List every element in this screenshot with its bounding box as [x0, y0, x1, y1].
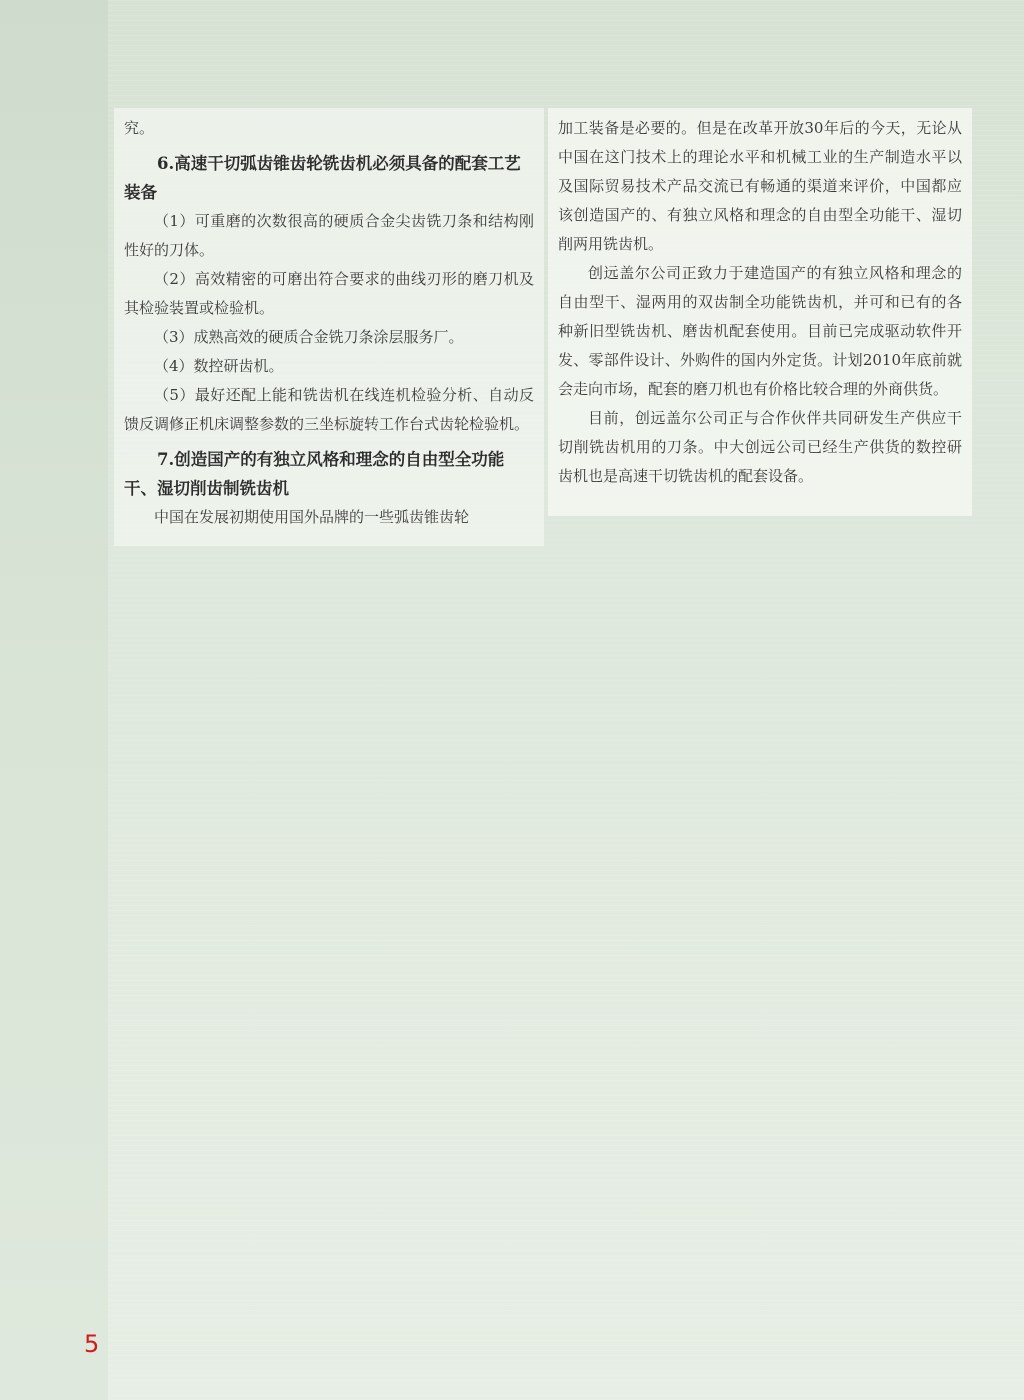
list-item: （3）成熟高效的硬质合金铣刀条涂层服务厂。 [154, 328, 464, 346]
paragraph: 中国在发展初期使用国外品牌的一些弧齿锥齿轮 [154, 508, 470, 526]
list-item: （1）可重磨的次数很高的硬质合金尖齿铣刀条和结构刚性好的刀体。 [124, 212, 534, 259]
page-edge-band [0, 0, 108, 1400]
paragraph: 目前，创远盖尔公司正与合作伙伴共同研发生产供应干切削铣齿机用的刀条。中大创远公司已经生产供货的数控研齿机也是高速干切铣齿机的配套设备。 [558, 409, 962, 485]
list-item: （2）高效精密的可磨出符合要求的曲线刃形的磨刀机及其检验装置或检验机。 [124, 270, 534, 317]
section-heading-6: 6.高速干切弧齿锥齿轮铣齿机必须具备的配套工艺装备 [124, 154, 521, 202]
left-column [114, 108, 544, 546]
page-number: 5 [84, 1330, 100, 1358]
paragraph: 创远盖尔公司正致力于建造国产的有独立风格和理念的自由型干、湿两用的双齿制全功能铣齿机，并可和已有的各种新旧型铣齿机、磨齿机配套使用。目前已完成驱动软件开发、零部件设计、外购件的国内外定货。计划2010年底前就会走向市场，配套的磨刀机也有价格比较合理的外商供货。 [558, 264, 962, 398]
list-item: （5）最好还配上能和铣齿机在线连机检验分析、自动反馈反调修正机床调整参数的三坐标旋转工作台式齿轮检验机。 [124, 386, 534, 433]
paragraph-continuation: 究。 [124, 119, 155, 137]
right-column [548, 108, 972, 516]
list-item: （4）数控研齿机。 [154, 357, 284, 375]
section-heading-7: 7.创造国产的有独立风格和理念的自由型全功能干、湿切削齿制铣齿机 [124, 450, 505, 498]
paragraph: 加工装备是必要的。但是在改革开放30年后的今天，无论从中国在这门技术上的理论水平和机械工业的生产制造水平以及国际贸易技术产品交流已有畅通的渠道来评价，中国都应该创造国产的、有独立风格和理念的自由型全功能干、湿切削两用铣齿机。 [558, 119, 962, 253]
